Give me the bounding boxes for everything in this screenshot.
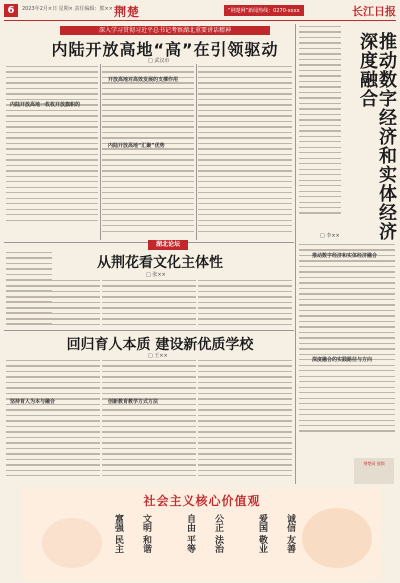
- article-headline: 从荆花看文化主体性: [97, 255, 223, 271]
- body-text-column: [102, 280, 196, 328]
- article-byline: □ 张××: [146, 272, 166, 278]
- subheading: 坚持育人为本与融合: [10, 399, 56, 405]
- page-number: 6: [4, 4, 18, 17]
- subheading: 开放高地对高效发展的支撑作用: [108, 77, 179, 83]
- right-byline: □ 李××: [320, 233, 340, 239]
- value-pair: 文明 和谐: [141, 514, 151, 554]
- masthead-logo: 长江日报: [352, 5, 396, 18]
- article-byline: □ 王××: [148, 353, 168, 359]
- article-headline: 内陆开放高地“高”在引领驱动: [51, 40, 279, 59]
- banner-title: 社会主义核心价值观: [143, 494, 261, 508]
- subheading: 深度融合的实践路径与方向: [312, 357, 373, 363]
- value-pair: 自由 平等: [185, 514, 195, 554]
- body-text-column: [299, 26, 341, 226]
- column-divider: [100, 64, 101, 240]
- value-pair: 爱国 敬业: [257, 514, 267, 554]
- body-text-column: [6, 280, 100, 328]
- article-kicker: 深入学习贯彻习近平总书记考察湖北重要讲话精神: [60, 26, 270, 35]
- page-header: [4, 4, 396, 18]
- subheading: 创新教育教学方式方法: [108, 399, 159, 405]
- ink-decoration: [42, 518, 102, 568]
- column-divider: [196, 64, 197, 240]
- body-text-column: [102, 66, 194, 241]
- section-tag: 湖北论坛: [148, 240, 188, 250]
- right-headline: 推动数字经济和实体经济深度融合: [357, 32, 397, 241]
- column-divider: [295, 24, 296, 484]
- body-text-column: [299, 244, 395, 444]
- subheading: 内陆开放高地“汇聚”优势: [108, 143, 165, 149]
- body-text-column: [198, 66, 292, 241]
- issue-meta: 2023年2月×日 星期× 责任编辑：熊×× 美编：: [22, 6, 130, 12]
- value-pair: 诚信 友善: [285, 514, 295, 554]
- body-text-column: [198, 360, 292, 484]
- body-text-column: [198, 280, 292, 328]
- body-text-column: [6, 360, 100, 484]
- subheading: 内陆开放高地一枚枚开放旗帜的: [10, 102, 81, 108]
- hotline-ad: “荆楚网”新闻热线：0270-xxxx: [224, 5, 304, 16]
- qr-ad[interactable]: 荆楚网 视频: [354, 458, 394, 484]
- body-text-column: [6, 66, 98, 226]
- subheading: 推动数字经济和实体经济融合: [312, 253, 378, 259]
- ink-decoration: [302, 508, 372, 568]
- section-logo: 荆楚: [114, 5, 141, 19]
- section-rule: [4, 330, 294, 331]
- value-pair: 公正 法治: [213, 514, 223, 554]
- value-pair: 富强 民主: [113, 514, 123, 554]
- core-values-banner: [22, 488, 382, 580]
- article-headline: 回归育人本质 建设新优质学校: [66, 337, 254, 353]
- article-byline: □ 武汉市: [148, 58, 170, 64]
- body-text-column: [102, 360, 196, 484]
- header-rule: [4, 20, 396, 21]
